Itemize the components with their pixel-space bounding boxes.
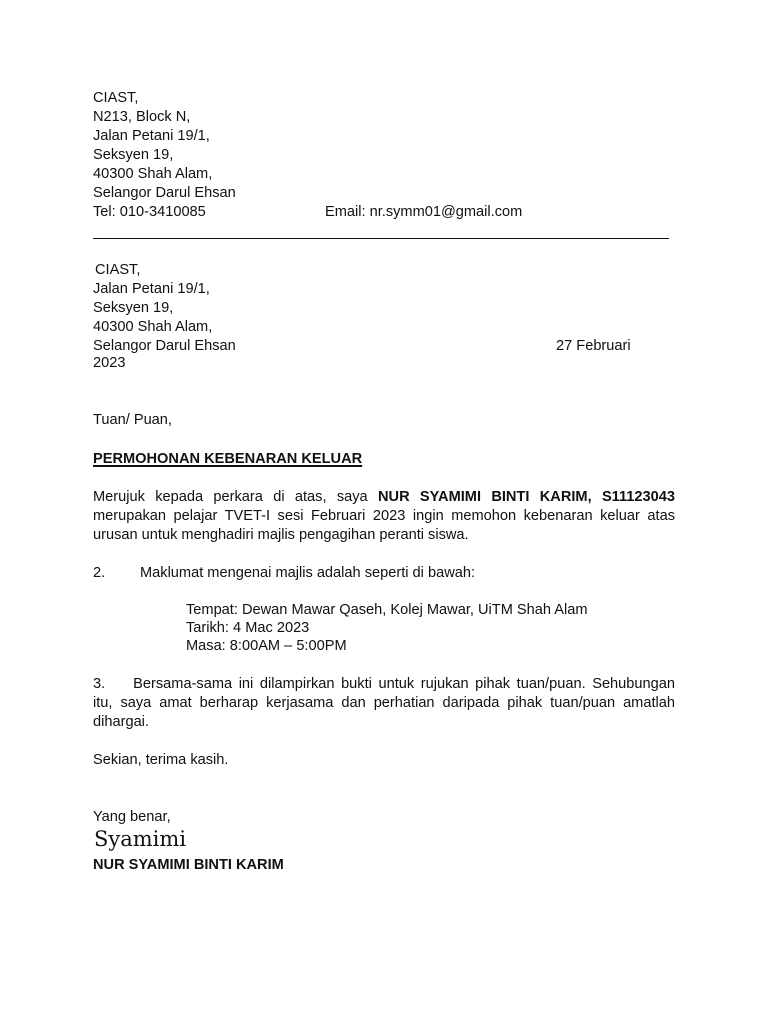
detail-tarikh: Tarikh: 4 Mac 2023: [186, 620, 310, 636]
paragraph-1: [93, 488, 675, 544]
closing-line: Sekian, terima kasih.: [93, 752, 229, 768]
recipient-line-2: Jalan Petani 19/1,: [93, 281, 210, 297]
sender-email: Email: nr.symm01@gmail.com: [325, 204, 523, 220]
paragraph-1-suffix: merupakan pelajar TVET-I sesi Februari 2023 ingin memohon kebenaran keluar atas urusan untuk menghadiri majlis pengagihan peranti siswa.: [93, 507, 675, 543]
sender-line-2: N213, Block N,: [93, 109, 191, 125]
sender-line-5: 40300 Shah Alam,: [93, 166, 213, 182]
signature: Syamimi: [94, 827, 187, 851]
paragraph-2-number: 2.: [93, 565, 106, 581]
signer-name: NUR SYAMIMI BINTI KARIM: [93, 857, 284, 873]
sender-line-4: Seksyen 19,: [93, 147, 174, 163]
signoff: Yang benar,: [93, 809, 171, 825]
detail-masa: Masa: 8:00AM – 5:00PM: [186, 638, 347, 654]
paragraph-2-text: Maklumat mengenai majlis adalah seperti di bawah:: [140, 565, 476, 581]
sender-tel: Tel: 010-3410085: [93, 204, 206, 220]
paragraph-3-number: 3.: [93, 676, 106, 692]
recipient-line-3: Seksyen 19,: [93, 300, 174, 316]
recipient-line-1: CIAST,: [95, 262, 141, 278]
letter-date-year: 2023: [93, 355, 126, 371]
detail-tempat: Tempat: Dewan Mawar Qaseh, Kolej Mawar, UiTM Shah Alam: [186, 602, 588, 618]
sender-line-3: Jalan Petani 19/1,: [93, 128, 210, 144]
paragraph-1-prefix: Merujuk kepada perkara di atas, saya: [93, 489, 378, 505]
letter-subject: PERMOHONAN KEBENARAN KELUAR: [93, 451, 363, 467]
sender-line-6: Selangor Darul Ehsan: [93, 185, 236, 201]
divider-line: [93, 238, 669, 239]
paragraph-3-text: Bersama-sama ini dilampirkan bukti untuk rujukan pihak tuan/puan. Sehubungan itu, saya amat berharap kerjasama dan perhatian daripada pihak tuan/puan amatlah dihargai.: [93, 676, 675, 730]
recipient-line-5: Selangor Darul Ehsan: [93, 338, 236, 354]
letter-date: 27 Februari: [556, 338, 631, 354]
salutation: Tuan/ Puan,: [93, 412, 172, 428]
paragraph-3: [93, 675, 675, 731]
recipient-line-4: 40300 Shah Alam,: [93, 319, 213, 335]
sender-line-1: CIAST,: [93, 90, 139, 106]
student-name-id: NUR SYAMIMI BINTI KARIM, S11123043: [377, 489, 675, 505]
